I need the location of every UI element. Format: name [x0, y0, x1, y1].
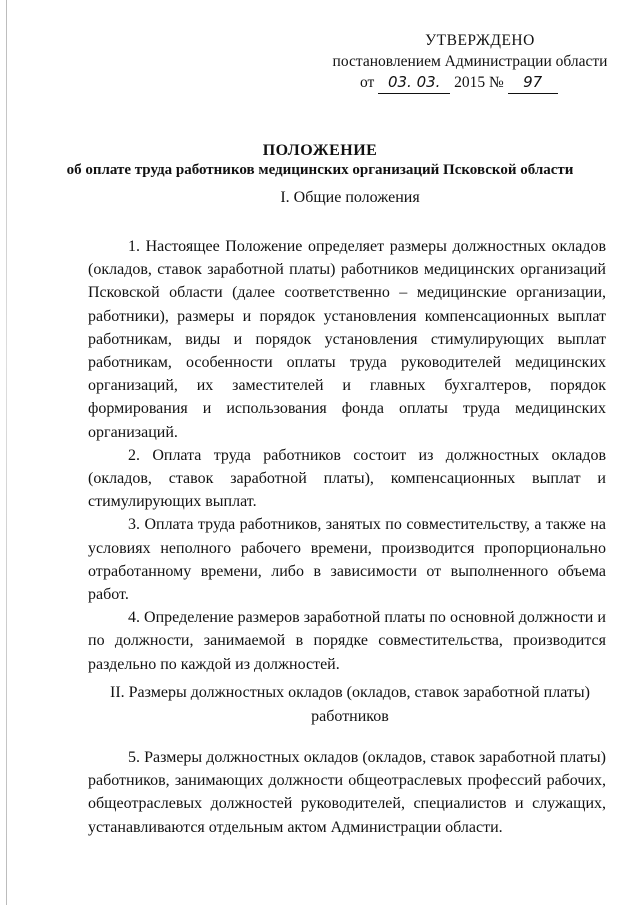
approval-block — [330, 30, 610, 94]
section-2-body — [88, 746, 606, 839]
section-1-body — [88, 235, 606, 676]
section-2-heading — [80, 681, 620, 729]
handwritten-number: 97 — [508, 72, 558, 94]
date-number-line — [330, 72, 610, 94]
section-1-heading: I. Общие положения — [280, 189, 420, 206]
paragraph-2: 2. Оплата труда работников состоит из должностных окладов (окладов, ставок заработной платы), компенсационных выплат и стимулирующих выплат. — [88, 446, 606, 511]
approved-label: УТВЕРЖДЕНО — [425, 32, 535, 49]
paragraph-5: 5. Размеры должностных окладов (окладов, ставок заработной платы) работников, занимающих должности общеотраслевых профессий рабочих, общеотраслевых должностей руководителей, специалистов и служащих, устанавливаются отдельным актом Администрации области. — [88, 749, 606, 836]
document-subtitle: об оплате труда работников медицинских организаций Псковской области — [66, 162, 574, 178]
handwritten-date: 03. 03. — [378, 72, 450, 94]
scan-edge-line — [6, 0, 7, 905]
section-2-heading-line-1: II. Размеры должностных окладов (окладов, ставок заработной платы) — [110, 684, 590, 701]
document-title: ПОЛОЖЕНИЕ — [262, 142, 378, 159]
paragraph-1: 1. Настоящее Положение определяет размеры должностных окладов (окладов, ставок заработной платы) работников медицинских организаций Псковской области (далее соответственно – медицинские организации, работники), размеры и порядок установления компенсационных выплат работникам, виды и порядок установления стимулирующих выплат работникам, особенности оплаты труда руководителей медицинских организаций, их заместителей и главных бухгалтеров, порядок формирования и использования фонда оплаты труда медицинских организаций. — [88, 238, 606, 441]
from-label: от — [360, 74, 375, 91]
year-label: 2015 № — [454, 74, 504, 91]
paragraph-4: 4. Определение размеров заработной платы по основной должности и по должности, занимаемой в порядке совместительства, производится раздельно по каждой из должностей. — [88, 609, 606, 673]
resolution-label: постановлением Администрации области — [332, 53, 608, 70]
section-2-heading-line-2: работников — [311, 708, 389, 725]
paragraph-3: 3. Оплата труда работников, занятых по совместительству, а также на условиях неполного рабочего времени, производится пропорционально отработанному времени, либо в зависимости от выполненного объема работ. — [88, 516, 606, 604]
